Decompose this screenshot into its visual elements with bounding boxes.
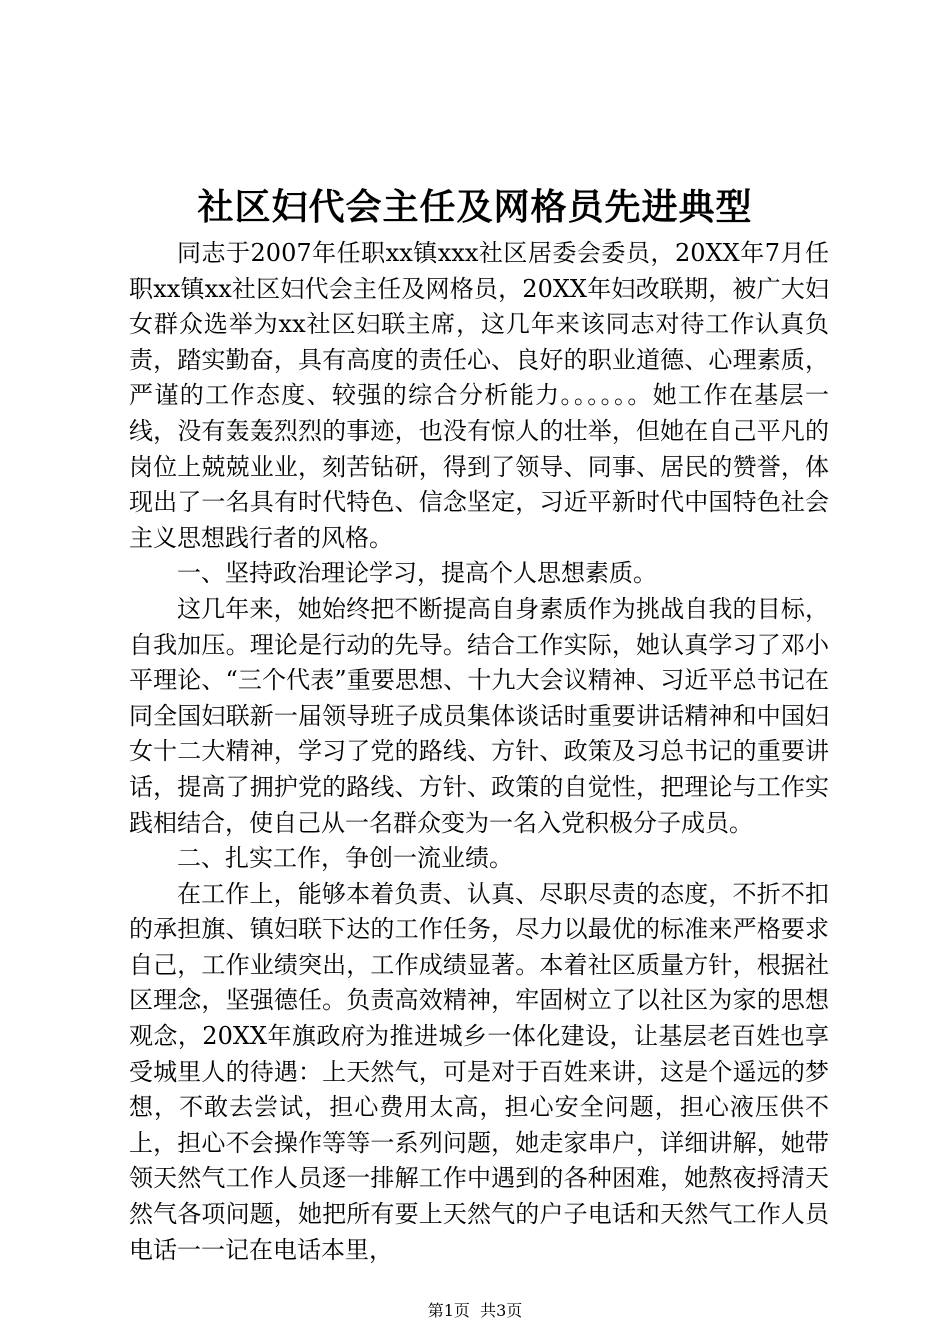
section-heading-1: 一、坚持政治理论学习，提高个人思想素质。 — [177, 559, 657, 588]
paragraph-section-2: 在工作上，能够本着负责、认真、尽职尽责的态度，不折不扣的承担旗、镇妇联下达的工作任务，尽力以最优的标准来严格要求自己，工作业绩突出，工作成绩显著。本着社区质量方针，根据社区理念，坚强德任。负责高效精神，牢固树立了以社区为家的思想观念，20XX年旗政府为推进城乡一体化建设，让基层老百姓也享受城里人的待遇：上天然气，可是对于百姓来讲，这是个遥远的梦想，不敢去尝试，担心费用太高，担心安全问题，担心液压供不上，担心不会操作等等一系列问题，她走家串户，详细讲解，她带领天然气工作人员逐一排解工作中遇到的各种困难，她熬夜捋清天然气各项问题，她把所有要上天然气的户子电话和天然气工作人员电话一一记在电话本里， — [129, 879, 829, 1264]
page-number: 第1页 — [427, 1301, 470, 1320]
paragraph-intro: 同志于2007年任职xx镇xxx社区居委会委员，20XX年7月任职xx镇xx社区妇代会主任及网格员，20XX年妇改联期，被广大妇女群众选举为xx社区妇联主席，这几年来该同志对待工作认真负责，踏实勤奋，具有高度的责任心、良好的职业道德、心理素质，严谨的工作态度、较强的综合分析能力。。。。。。她工作在基层一线，没有轰轰烈烈的事迹，也没有惊人的壮举，但她在自己平凡的岗位上兢兢业业，刻苦钻研，得到了领导、同事、居民的赞誉，体现出了一名具有时代特色、信念坚定，习近平新时代中国特色社会主义思想践行者的风格。 — [129, 239, 829, 552]
document-body — [129, 236, 829, 1268]
page-total: 共3页 — [480, 1301, 523, 1320]
section-heading-2: 二、扎实工作，争创一流业绩。 — [177, 844, 513, 873]
document-title: 社区妇代会主任及网格员先进典型 — [197, 187, 753, 228]
paragraph-section-1: 这几年来，她始终把不断提高自身素质作为挑战自我的目标，自我加压。理论是行动的先导。结合工作实际，她认真学习了邓小平理论、“三个代表”重要思想、十九大会议精神、习近平总书记在同全国妇联新一届领导班子成员集体谈话时重要讲话精神和中国妇女十二大精神，学习了党的路线、方针、政策及习总书记的重要讲话，提高了拥护党的路线、方针、政策的自觉性，把理论与工作实践相结合，使自己从一名群众变为一名入党积极分子成员。 — [129, 594, 829, 837]
page-footer — [0, 1300, 950, 1322]
